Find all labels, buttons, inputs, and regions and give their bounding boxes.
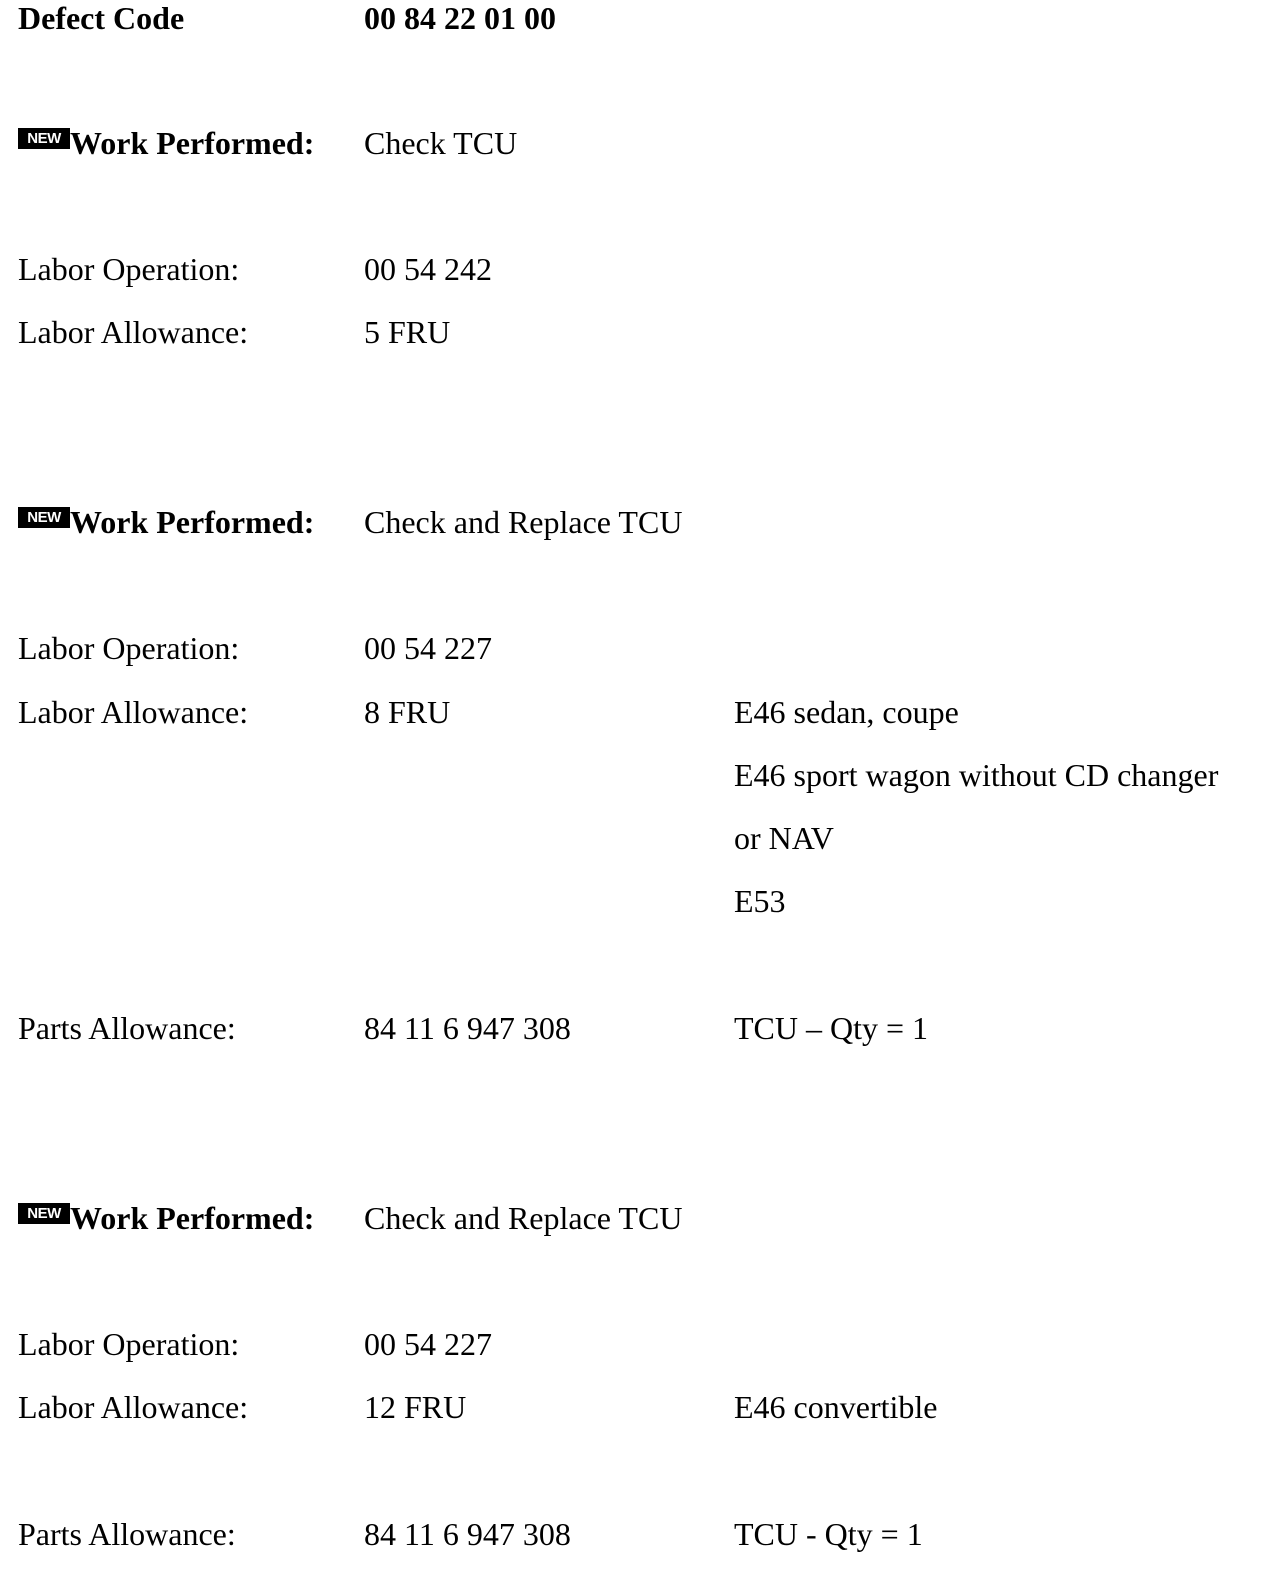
labor-allowance-label: Labor Allowance: [18, 694, 249, 730]
parts-allowance-label: Parts Allowance: [18, 1010, 236, 1046]
parts-allowance-value: 84 11 6 947 308 [364, 1010, 571, 1046]
model-note: E46 convertible [734, 1389, 938, 1425]
work-performed-value: Check TCU [364, 125, 518, 161]
parts-allowance-value: 84 11 6 947 308 [364, 1516, 571, 1552]
labor-allowance-value: 5 FRU [364, 314, 451, 350]
new-badge-icon: NEW [18, 507, 70, 528]
labor-allowance-value: 8 FRU [364, 694, 451, 730]
model-note: E46 sport wagon without CD changer [734, 757, 1219, 793]
labor-operation-value: 00 54 227 [364, 630, 492, 666]
labor-operation-value: 00 54 242 [364, 251, 492, 287]
model-note: E46 sedan, coupe [734, 694, 959, 730]
parts-quantity-note: TCU - Qty = 1 [734, 1516, 923, 1552]
new-badge-icon: NEW [18, 1203, 70, 1224]
labor-operation-label: Labor Operation: [18, 1326, 240, 1362]
defect-code-label: Defect Code [18, 0, 185, 36]
model-note: E53 [734, 883, 786, 919]
model-note: or NAV [734, 820, 834, 856]
labor-operation-value: 00 54 227 [364, 1326, 492, 1362]
labor-operation-label: Labor Operation: [18, 251, 240, 287]
parts-quantity-note: TCU – Qty = 1 [734, 1010, 929, 1046]
work-performed-value: Check and Replace TCU [364, 1200, 683, 1236]
defect-code-value: 00 84 22 01 00 [364, 0, 556, 36]
labor-allowance-label: Labor Allowance: [18, 1389, 249, 1425]
work-performed-label: Work Performed: [70, 125, 315, 161]
work-performed-label: Work Performed: [70, 1200, 315, 1236]
work-performed-label: Work Performed: [70, 504, 315, 540]
new-badge-icon: NEW [18, 128, 70, 149]
work-performed-value: Check and Replace TCU [364, 504, 683, 540]
labor-allowance-value: 12 FRU [364, 1389, 467, 1425]
labor-operation-label: Labor Operation: [18, 630, 240, 666]
labor-allowance-label: Labor Allowance: [18, 314, 249, 350]
parts-allowance-label: Parts Allowance: [18, 1516, 236, 1552]
